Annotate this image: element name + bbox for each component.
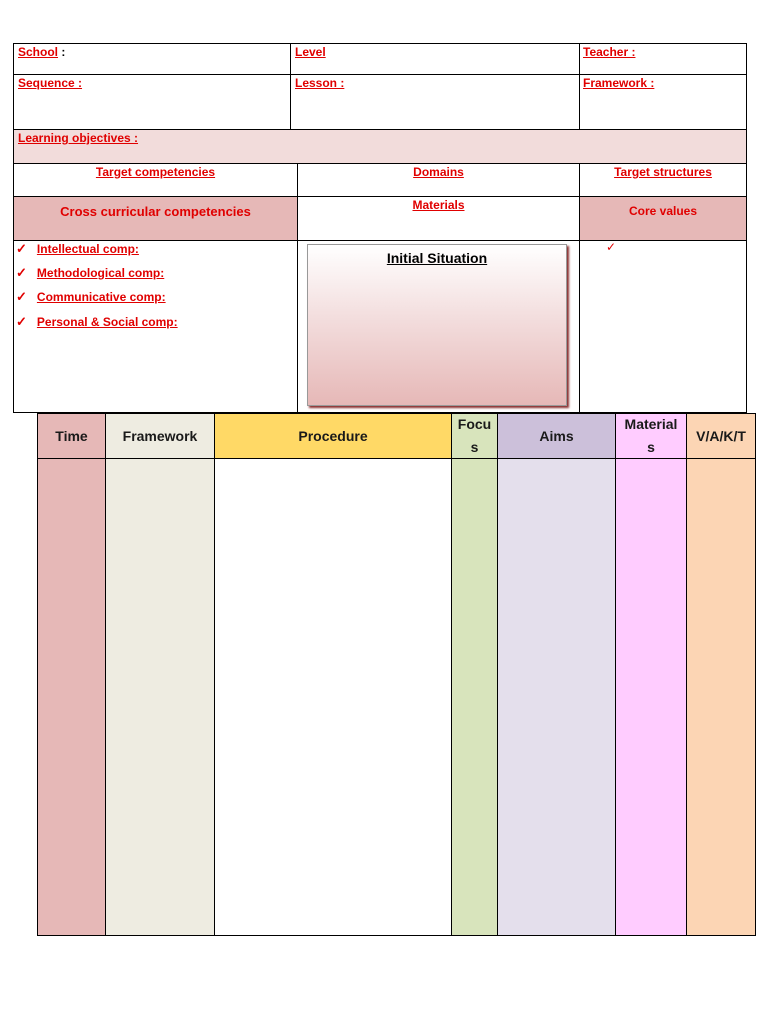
col-header-time-label: Time bbox=[55, 427, 88, 444]
check-icon: ✓ bbox=[16, 241, 27, 256]
core-values-content-cell[interactable] bbox=[579, 240, 747, 413]
school-label-wrap bbox=[18, 45, 65, 59]
list-item bbox=[16, 265, 164, 281]
materials-label: Materials bbox=[412, 198, 465, 212]
teacher-label: Teacher : bbox=[583, 45, 636, 59]
check-icon: ✓ bbox=[16, 314, 27, 329]
col-header-aims-label: Aims bbox=[539, 427, 574, 444]
initial-situation-box bbox=[307, 244, 567, 406]
procedure-column-cell[interactable] bbox=[214, 458, 452, 936]
communicative-comp-label: Communicative comp: bbox=[36, 290, 166, 304]
col-header-time bbox=[37, 413, 106, 459]
core-values-label: Core values bbox=[628, 204, 698, 218]
col-header-vakt-label: V/A/K/T bbox=[696, 427, 746, 444]
intellectual-comp-label: Intellectual comp: bbox=[36, 242, 139, 256]
cross-curricular-label: Cross curricular competencies bbox=[60, 204, 251, 219]
check-icon: ✓ bbox=[606, 240, 617, 254]
check-icon: ✓ bbox=[16, 265, 27, 280]
list-item bbox=[16, 241, 139, 257]
col-header-materials-label: Material s bbox=[624, 416, 678, 455]
col-header-focus bbox=[451, 413, 498, 459]
focus-column-cell[interactable] bbox=[451, 458, 498, 936]
col-header-aims bbox=[497, 413, 616, 459]
col-header-procedure-label: Procedure bbox=[298, 427, 368, 444]
domains-label: Domains bbox=[413, 165, 464, 179]
methodological-comp-label: Methodological comp: bbox=[36, 266, 165, 280]
school-colon: : bbox=[58, 45, 66, 59]
lesson-label: Lesson : bbox=[295, 76, 345, 90]
core-values-cell bbox=[579, 196, 747, 241]
target-structures-label: Target structures bbox=[614, 165, 712, 179]
col-header-materials bbox=[615, 413, 687, 459]
time-column-cell[interactable] bbox=[37, 458, 106, 936]
vakt-column-cell[interactable] bbox=[686, 458, 756, 936]
materials-column-cell[interactable] bbox=[615, 458, 687, 936]
col-header-procedure bbox=[214, 413, 452, 459]
col-header-focus-label: Focu s bbox=[457, 416, 492, 455]
framework-label: Framework : bbox=[583, 76, 655, 90]
school-label: School bbox=[18, 45, 59, 59]
col-header-framework-label: Framework bbox=[122, 427, 198, 444]
sequence-label: Sequence : bbox=[18, 76, 83, 90]
learning-objectives-label: Learning objectives : bbox=[18, 131, 139, 145]
initial-situation-title: Initial Situation bbox=[386, 250, 488, 266]
aims-column-cell[interactable] bbox=[497, 458, 616, 936]
check-icon: ✓ bbox=[16, 289, 27, 304]
target-competencies-label: Target competencies bbox=[95, 165, 216, 179]
list-item bbox=[16, 314, 178, 330]
level-label: Level bbox=[295, 45, 326, 59]
framework-column-cell[interactable] bbox=[105, 458, 215, 936]
list-item bbox=[16, 289, 166, 305]
col-header-vakt bbox=[686, 413, 756, 459]
col-header-framework bbox=[105, 413, 215, 459]
level-cell[interactable] bbox=[290, 43, 580, 75]
personal-social-comp-label: Personal & Social comp: bbox=[36, 315, 178, 329]
